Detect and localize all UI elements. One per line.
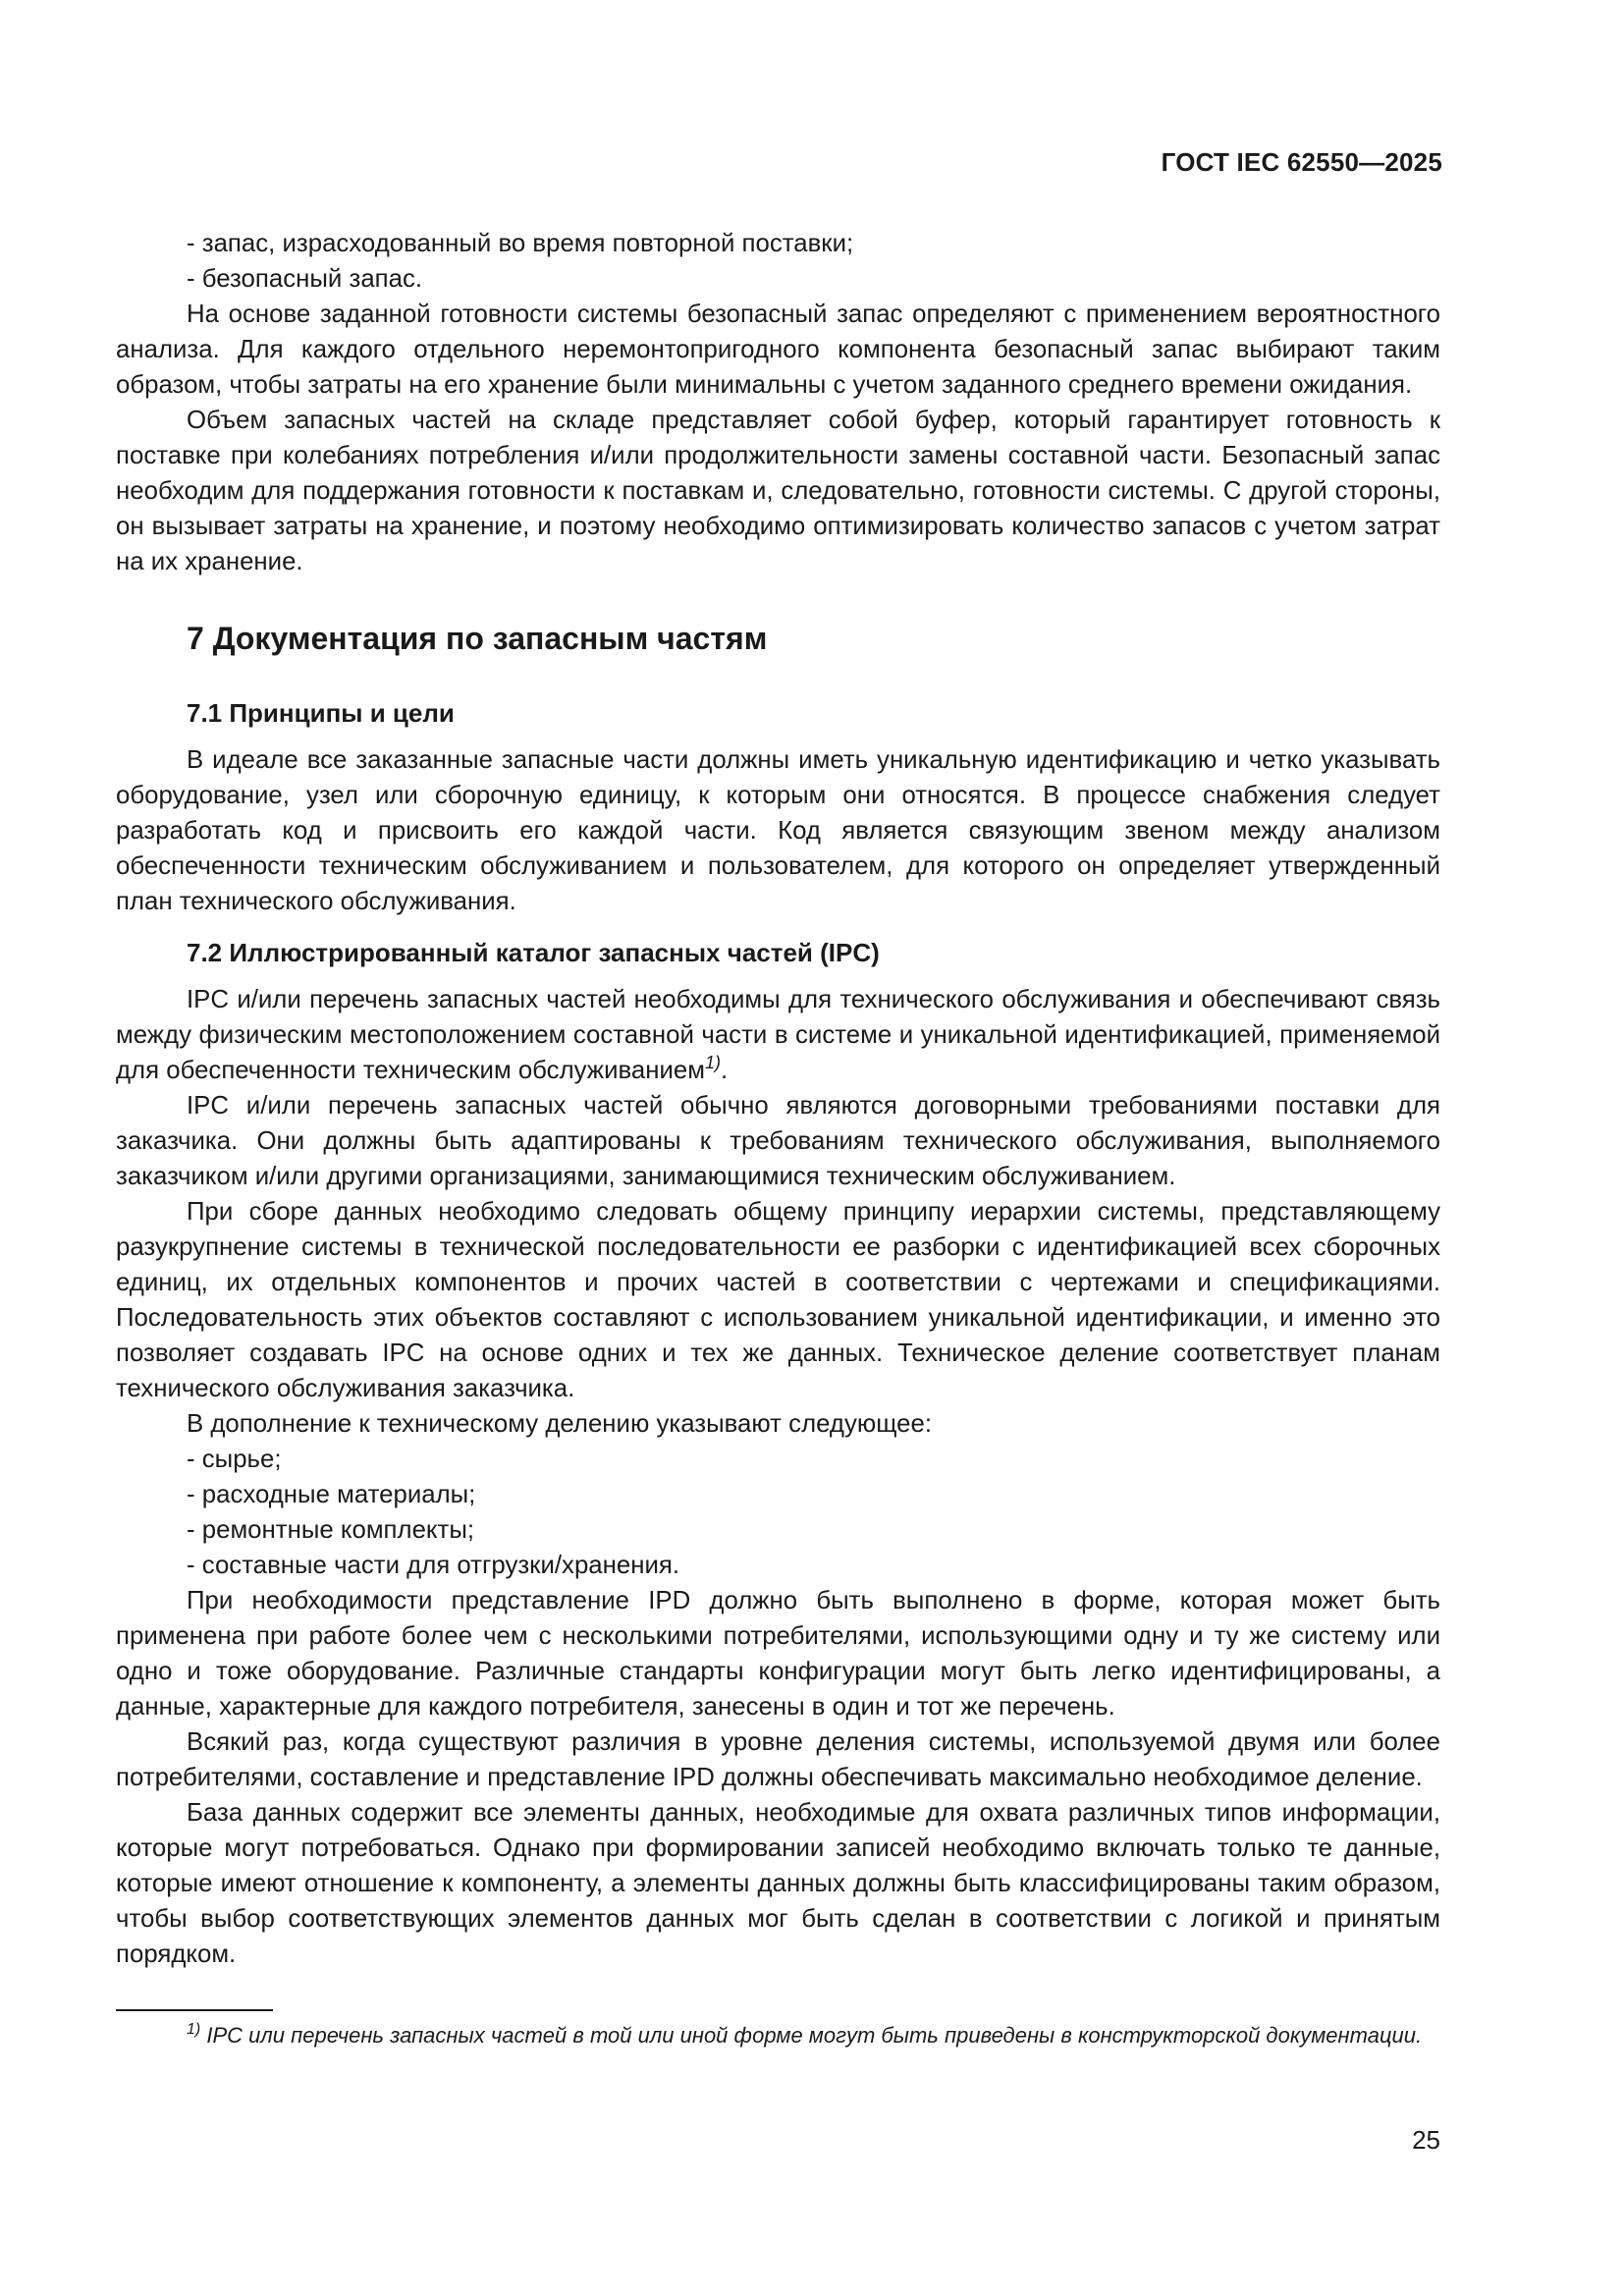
document-header: ГОСТ IEC 62550—2025	[1161, 147, 1442, 177]
paragraph: База данных содержит все элементы данных, необходимые для охвата различных типов информации, которые могут потребоваться. Однако при формировании записей необходимо включать только те данные, которые имеют отношение к компоненту, а элементы данных должны быть классифицированы таким образом, чтобы выбор соответствующих элементов данных мог быть сделан в соответствии с логикой и принятым порядком.	[116, 1799, 1440, 1968]
paragraph: Всякий раз, когда существуют различия в уровне деления системы, используемой двумя или более потребителями, составление и представление IPD должны обеспечивать максимально необходимое деление.	[116, 1728, 1440, 1791]
list-item: - сырье;	[187, 1446, 282, 1473]
footnote	[116, 2019, 1440, 2052]
list-item: - составные части для отгрузки/хранения.	[187, 1552, 680, 1579]
section-heading: 7 Документация по запасным частям	[187, 621, 768, 656]
paragraph	[116, 982, 1440, 1088]
paragraph: В дополнение к техническому делению указывают следующее:	[187, 1410, 932, 1438]
footnote-divider	[116, 2009, 273, 2011]
list-item: - запас, израсходованный во время повторной поставки;	[187, 230, 854, 257]
paragraph: IPC и/или перечень запасных частей обычно являются договорными требованиями поставки для заказчика. Они должны быть адаптированы к требованиям технического обслуживания, выполняемого заказчиком и/или другими организациями, занимающимися техническим обслуживанием.	[116, 1092, 1440, 1190]
list-item: - ремонтные комплекты;	[187, 1516, 475, 1544]
footnote-text: IPC или перечень запасных частей в той или иной форме могут быть приведены в конструкторской документации.	[200, 2023, 1423, 2048]
paragraph-text: IPC и/или перечень запасных частей необходимы для технического обслуживания и обеспечивают связь между физическим местоположением составной части в системе и уникальной идентификацией, применяемой для обеспеченности техническим обслуживанием	[116, 986, 1440, 1084]
paragraph-end: .	[721, 1057, 729, 1084]
paragraph: Объем запасных частей на складе представляет собой буфер, который гарантирует готовность к поставке при колебаниях потребления и/или продолжительности замены составной части. Безопасный запас необходим для поддержания готовности к поставкам и, следовательно, готовности системы. С другой стороны, он вызывает затраты на хранение, и поэтому необходимо оптимизировать количество запасов с учетом затрат на их хранение.	[116, 407, 1440, 575]
footnote-marker: 1)	[187, 2021, 201, 2038]
paragraph: При сборе данных необходимо следовать общему принципу иерархии системы, представляющему разукрупнение системы в технической последовательности ее разборки с идентификацией всех сборочных единиц, их отдельных компонентов и прочих частей в соответствии с чертежами и спецификациями. Последовательность этих объектов составляют с использованием уникальной идентификации, и именно это позволяет создавать IPC на основе одних и тех же данных. Техническое деление соответствует планам технического обслуживания заказчика.	[116, 1198, 1440, 1402]
page-number: 25	[1412, 2125, 1440, 2155]
list-item: - расходные материалы;	[187, 1481, 476, 1508]
list-item: - безопасный запас.	[187, 265, 423, 293]
footnote-reference: 1)	[704, 1053, 721, 1072]
paragraph: На основе заданной готовности системы безопасный запас определяют с применением вероятностного анализа. Для каждого отдельного неремонтопригодного компонента безопасный запас выбирают таким образом, чтобы затраты на его хранение были минимальны с учетом заданного среднего времени ожидания.	[116, 301, 1440, 399]
subsection-heading: 7.1 Принципы и цели	[187, 698, 455, 728]
page-body	[116, 226, 1440, 1972]
subsection-heading: 7.2 Иллюстрированный каталог запасных частей (IPC)	[187, 938, 880, 967]
paragraph: При необходимости представление IPD должно быть выполнено в форме, которая может быть применена при работе более чем с несколькими потребителями, использующими одну и ту же систему или одно и тоже оборудование. Различные стандарты конфигурации могут быть легко идентифицированы, а данные, характерные для каждого потребителя, занесены в один и тот же перечень.	[116, 1587, 1440, 1721]
paragraph: В идеале все заказанные запасные части должны иметь уникальную идентификацию и четко указывать оборудование, узел или сборочную единицу, к которым они относятся. В процессе снабжения следует разработать код и присвоить его каждой части. Код является связующим звеном между анализом обеспеченности техническим обслуживанием и пользователем, для которого он определяет утвержденный план технического обслуживания.	[116, 746, 1440, 915]
